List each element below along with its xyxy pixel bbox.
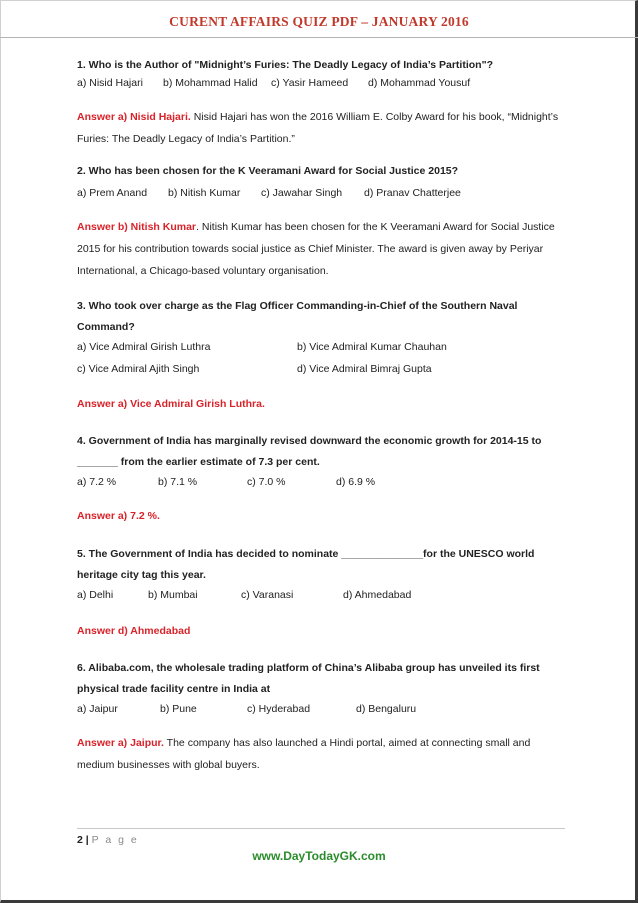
answer-label: Answer b) Nitish Kumar [77, 221, 197, 233]
options-row [77, 186, 567, 200]
option-c: c) Hyderabad [247, 703, 311, 715]
option-b: b) Nitish Kumar [168, 187, 241, 199]
option-a: a) Prem Anand [77, 187, 148, 199]
option-d: d) Mohammad Yousuf [368, 77, 471, 89]
website-link[interactable]: www.DayTodayGK.com [252, 849, 386, 863]
options-row [77, 475, 567, 489]
option-d: d) Ahmedabad [343, 589, 412, 601]
option-d: d) Vice Admiral Bimraj Gupta [297, 363, 432, 375]
question-text: 4. Government of India has marginally revised downward the economic growth for 2014-15 to _______ from the earlier estimate of 7.3 per cent. [77, 435, 542, 468]
option-c: c) Jawahar Singh [261, 187, 343, 199]
answer-block [77, 106, 567, 150]
option-d: d) Pranav Chatterjee [364, 187, 461, 199]
question-text: 5. The Government of India has decided to nominate ______________for the UNESCO world heritage city tag this year. [77, 548, 535, 581]
options-grid [77, 340, 567, 376]
option-a: a) Delhi [77, 589, 114, 601]
option-a: a) 7.2 % [77, 476, 117, 488]
question-1 [77, 58, 567, 150]
option-b: b) 7.1 % [158, 476, 198, 488]
quiz-content [77, 58, 567, 776]
answer-label: Answer a) Nisid Hajari. [77, 111, 191, 123]
options-row [77, 702, 567, 716]
header-divider [0, 37, 638, 38]
answer-label: Answer d) Ahmedabad [77, 625, 191, 637]
page-number [77, 834, 139, 846]
answer-block [77, 216, 567, 282]
question-text: 3. Who took over charge as the Flag Officer Commanding-in-Chief of the Southern Naval Command? [77, 300, 518, 333]
option-b: b) Vice Admiral Kumar Chauhan [297, 341, 447, 353]
question-4 [77, 431, 567, 523]
answer-label: Answer a) Vice Admiral Girish Luthra. [77, 398, 265, 410]
question-6 [77, 658, 567, 776]
options-row [77, 76, 567, 90]
option-b: b) Pune [160, 703, 197, 715]
options-row [77, 588, 567, 602]
question-2 [77, 164, 567, 282]
option-c: c) Varanasi [241, 589, 294, 601]
option-a: a) Nisid Hajari [77, 77, 143, 89]
question-text: 2. Who has been chosen for the K Veeramani Award for Social Justice 2015? [77, 165, 459, 177]
option-d: d) 6.9 % [336, 476, 376, 488]
answer-label: Answer a) Jaipur. [77, 737, 164, 749]
question-5 [77, 544, 567, 638]
page-number-separator: | [85, 834, 89, 846]
option-c: c) Yasir Hameed [271, 77, 349, 89]
answer-block [77, 732, 567, 776]
footer-divider [77, 828, 565, 829]
option-c: c) 7.0 % [247, 476, 286, 488]
answer-block [77, 624, 567, 638]
question-text: 1. Who is the Author of "Midnight’s Furies: The Deadly Legacy of India’s Partition"? [77, 59, 493, 71]
option-b: b) Mumbai [148, 589, 198, 601]
option-c: c) Vice Admiral Ajith Singh [77, 363, 200, 375]
option-d: d) Bengaluru [356, 703, 417, 715]
answer-label: Answer a) 7.2 %. [77, 510, 160, 522]
option-b: b) Mohammad Halid [163, 77, 258, 89]
page-word: P a g e [91, 834, 139, 846]
option-a: a) Jaipur [77, 703, 118, 715]
answer-explanation: Nisid Hajari has won the 2016 William E. Colby Award for his book, “Midnight’s Furies: The Deadly Legacy of India’s Partition.” [77, 111, 559, 145]
answer-block [77, 397, 567, 411]
question-3 [77, 296, 567, 411]
answer-explanation: . Nitish Kumar has been chosen for the K Veeramani Award for Social Justice 2015 for his contribution towards social justice as Chief Minister. The award is given away by Periyar International, a Chicago-based voluntary organisation. [77, 221, 555, 277]
question-text: 6. Alibaba.com, the wholesale trading platform of China’s Alibaba group has unveiled its first physical trade facility centre in India at [77, 662, 540, 695]
page-number-value: 2 [77, 834, 83, 846]
answer-explanation: The company has also launched a Hindi portal, aimed at connecting small and medium businesses with global buyers. [77, 737, 531, 771]
answer-block [77, 509, 567, 523]
page-header-title: CURENT AFFAIRS QUIZ PDF – JANUARY 2016 [169, 14, 469, 29]
option-a: a) Vice Admiral Girish Luthra [77, 341, 211, 353]
